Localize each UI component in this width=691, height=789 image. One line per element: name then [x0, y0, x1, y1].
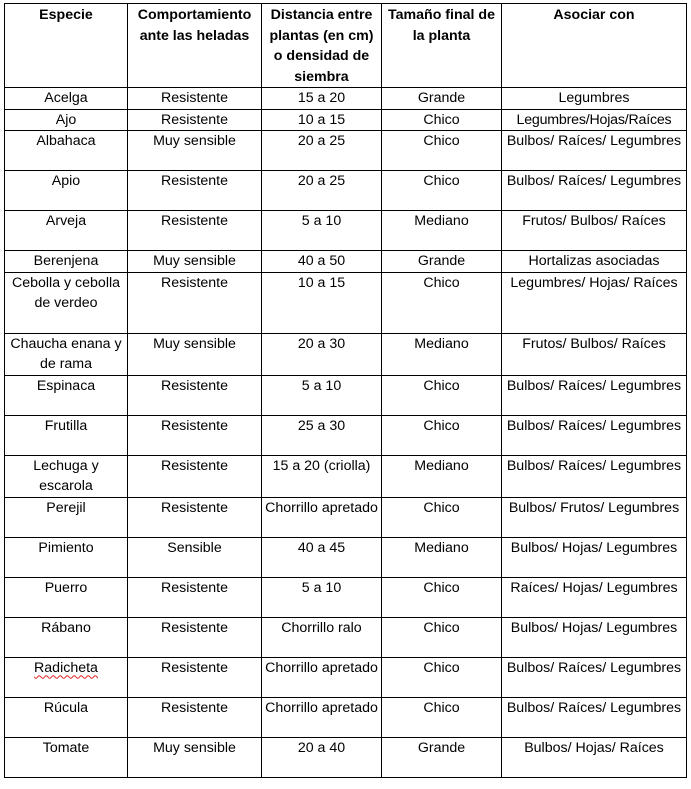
cell-tamano: Mediano	[382, 333, 502, 375]
table-row	[5, 415, 687, 455]
cell-tamano: Chico	[382, 109, 502, 131]
cell-especie: Perejil	[5, 497, 128, 537]
table-row	[5, 251, 687, 273]
cell-especie: Apio	[5, 171, 128, 211]
table-row	[5, 88, 687, 110]
cell-asociar: Frutos/ Bulbos/ Raíces	[502, 211, 687, 251]
cell-heladas: Resistente	[128, 617, 262, 657]
cell-tamano: Chico	[382, 272, 502, 333]
header-asociar: Asociar con	[502, 4, 687, 88]
cell-heladas: Muy sensible	[128, 333, 262, 375]
cell-tamano: Chico	[382, 657, 502, 697]
cell-distancia: 5 a 10	[262, 577, 382, 617]
cell-tamano: Chico	[382, 577, 502, 617]
cell-distancia: Chorrillo apretado	[262, 657, 382, 697]
cell-distancia: 20 a 25	[262, 131, 382, 171]
cell-tamano: Mediano	[382, 537, 502, 577]
cell-especie: Acelga	[5, 88, 128, 110]
cell-asociar: Bulbos/ Raíces/ Legumbres	[502, 657, 687, 697]
table-row	[5, 272, 687, 333]
cell-heladas: Muy sensible	[128, 737, 262, 777]
table-row	[5, 455, 687, 497]
cell-tamano: Grande	[382, 737, 502, 777]
cell-tamano: Chico	[382, 697, 502, 737]
cell-especie: Tomate	[5, 737, 128, 777]
cell-heladas: Resistente	[128, 272, 262, 333]
cell-asociar: Bulbos/ Frutos/ Legumbres	[502, 497, 687, 537]
cell-distancia: 10 a 15	[262, 272, 382, 333]
cell-heladas: Resistente	[128, 577, 262, 617]
cell-tamano: Chico	[382, 375, 502, 415]
cell-distancia: 20 a 25	[262, 171, 382, 211]
cell-heladas: Resistente	[128, 415, 262, 455]
table-body	[5, 88, 687, 778]
spellcheck-word: Radicheta	[34, 659, 98, 676]
table-row	[5, 657, 687, 697]
table-row	[5, 537, 687, 577]
cell-distancia: 15 a 20 (criolla)	[262, 455, 382, 497]
cell-especie: Puerro	[5, 577, 128, 617]
cell-especie: Cebolla y cebolla de verdeo	[5, 272, 128, 333]
cell-especie: Albahaca	[5, 131, 128, 171]
table-row	[5, 497, 687, 537]
cell-asociar: Legumbres/ Hojas/ Raíces	[502, 272, 687, 333]
cell-asociar: Bulbos/ Raíces/ Legumbres	[502, 131, 687, 171]
header-especie: Especie	[5, 4, 128, 88]
cell-tamano: Chico	[382, 131, 502, 171]
cell-heladas: Resistente	[128, 88, 262, 110]
cell-heladas: Resistente	[128, 171, 262, 211]
table-row	[5, 697, 687, 737]
header-row	[5, 4, 687, 88]
cell-especie: Pimiento	[5, 537, 128, 577]
cell-tamano: Mediano	[382, 455, 502, 497]
cell-tamano: Chico	[382, 497, 502, 537]
cell-distancia: 5 a 10	[262, 211, 382, 251]
cell-distancia: 25 a 30	[262, 415, 382, 455]
cell-tamano: Chico	[382, 415, 502, 455]
cell-especie: Arveja	[5, 211, 128, 251]
cell-distancia: 20 a 40	[262, 737, 382, 777]
cell-distancia: Chorrillo apretado	[262, 497, 382, 537]
cell-asociar: Bulbos/ Hojas/ Raíces	[502, 737, 687, 777]
cell-heladas: Resistente	[128, 657, 262, 697]
cell-asociar: Raíces/ Hojas/ Legumbres	[502, 577, 687, 617]
table-row	[5, 333, 687, 375]
cell-asociar: Legumbres	[502, 88, 687, 110]
cell-distancia: 5 a 10	[262, 375, 382, 415]
header-distancia: Distancia entre plantas (en cm) o densidad de siembra	[262, 4, 382, 88]
cell-heladas: Resistente	[128, 211, 262, 251]
table-row	[5, 617, 687, 657]
cell-especie: Lechuga y escarola	[5, 455, 128, 497]
cell-tamano: Grande	[382, 251, 502, 273]
cell-distancia: 15 a 20	[262, 88, 382, 110]
cell-especie: Ajo	[5, 109, 128, 131]
cell-asociar: Bulbos/ Raíces/ Legumbres	[502, 171, 687, 211]
cell-distancia: 10 a 15	[262, 109, 382, 131]
cell-distancia: 40 a 45	[262, 537, 382, 577]
cell-heladas: Muy sensible	[128, 251, 262, 273]
cell-distancia: Chorrillo apretado	[262, 697, 382, 737]
table-row	[5, 737, 687, 777]
cell-heladas: Resistente	[128, 697, 262, 737]
header-heladas: Comportamiento ante las heladas	[128, 4, 262, 88]
cell-heladas: Resistente	[128, 375, 262, 415]
cell-asociar: Legumbres/Hojas/Raíces	[502, 109, 687, 131]
cell-tamano: Chico	[382, 171, 502, 211]
table-row	[5, 375, 687, 415]
table-header	[5, 4, 687, 88]
cell-heladas: Resistente	[128, 109, 262, 131]
cell-asociar: Frutos/ Bulbos/ Raíces	[502, 333, 687, 375]
cell-heladas: Muy sensible	[128, 131, 262, 171]
cell-distancia: 40 a 50	[262, 251, 382, 273]
cell-especie: Espinaca	[5, 375, 128, 415]
companion-planting-table	[4, 3, 687, 778]
cell-especie: Rábano	[5, 617, 128, 657]
cell-especie: Berenjena	[5, 251, 128, 273]
header-tamano: Tamaño final de la planta	[382, 4, 502, 88]
cell-especie	[5, 657, 128, 697]
cell-asociar: Bulbos/ Hojas/ Legumbres	[502, 617, 687, 657]
cell-heladas: Resistente	[128, 455, 262, 497]
cell-asociar: Bulbos/ Raíces/ Legumbres	[502, 455, 687, 497]
cell-tamano: Chico	[382, 617, 502, 657]
table-row	[5, 171, 687, 211]
cell-distancia: Chorrillo ralo	[262, 617, 382, 657]
table-row	[5, 131, 687, 171]
cell-asociar: Bulbos/ Hojas/ Legumbres	[502, 537, 687, 577]
cell-especie: Frutilla	[5, 415, 128, 455]
cell-especie: Chaucha enana y de rama	[5, 333, 128, 375]
cell-especie: Rúcula	[5, 697, 128, 737]
cell-heladas: Resistente	[128, 497, 262, 537]
cell-asociar: Hortalizas asociadas	[502, 251, 687, 273]
table-row	[5, 109, 687, 131]
cell-asociar: Bulbos/ Raíces/ Legumbres	[502, 375, 687, 415]
table-row	[5, 211, 687, 251]
cell-asociar: Bulbos/ Raíces/ Legumbres	[502, 697, 687, 737]
cell-tamano: Mediano	[382, 211, 502, 251]
cell-asociar: Bulbos/ Raíces/ Legumbres	[502, 415, 687, 455]
table-row	[5, 577, 687, 617]
cell-distancia: 20 a 30	[262, 333, 382, 375]
cell-heladas: Sensible	[128, 537, 262, 577]
cell-tamano: Grande	[382, 88, 502, 110]
